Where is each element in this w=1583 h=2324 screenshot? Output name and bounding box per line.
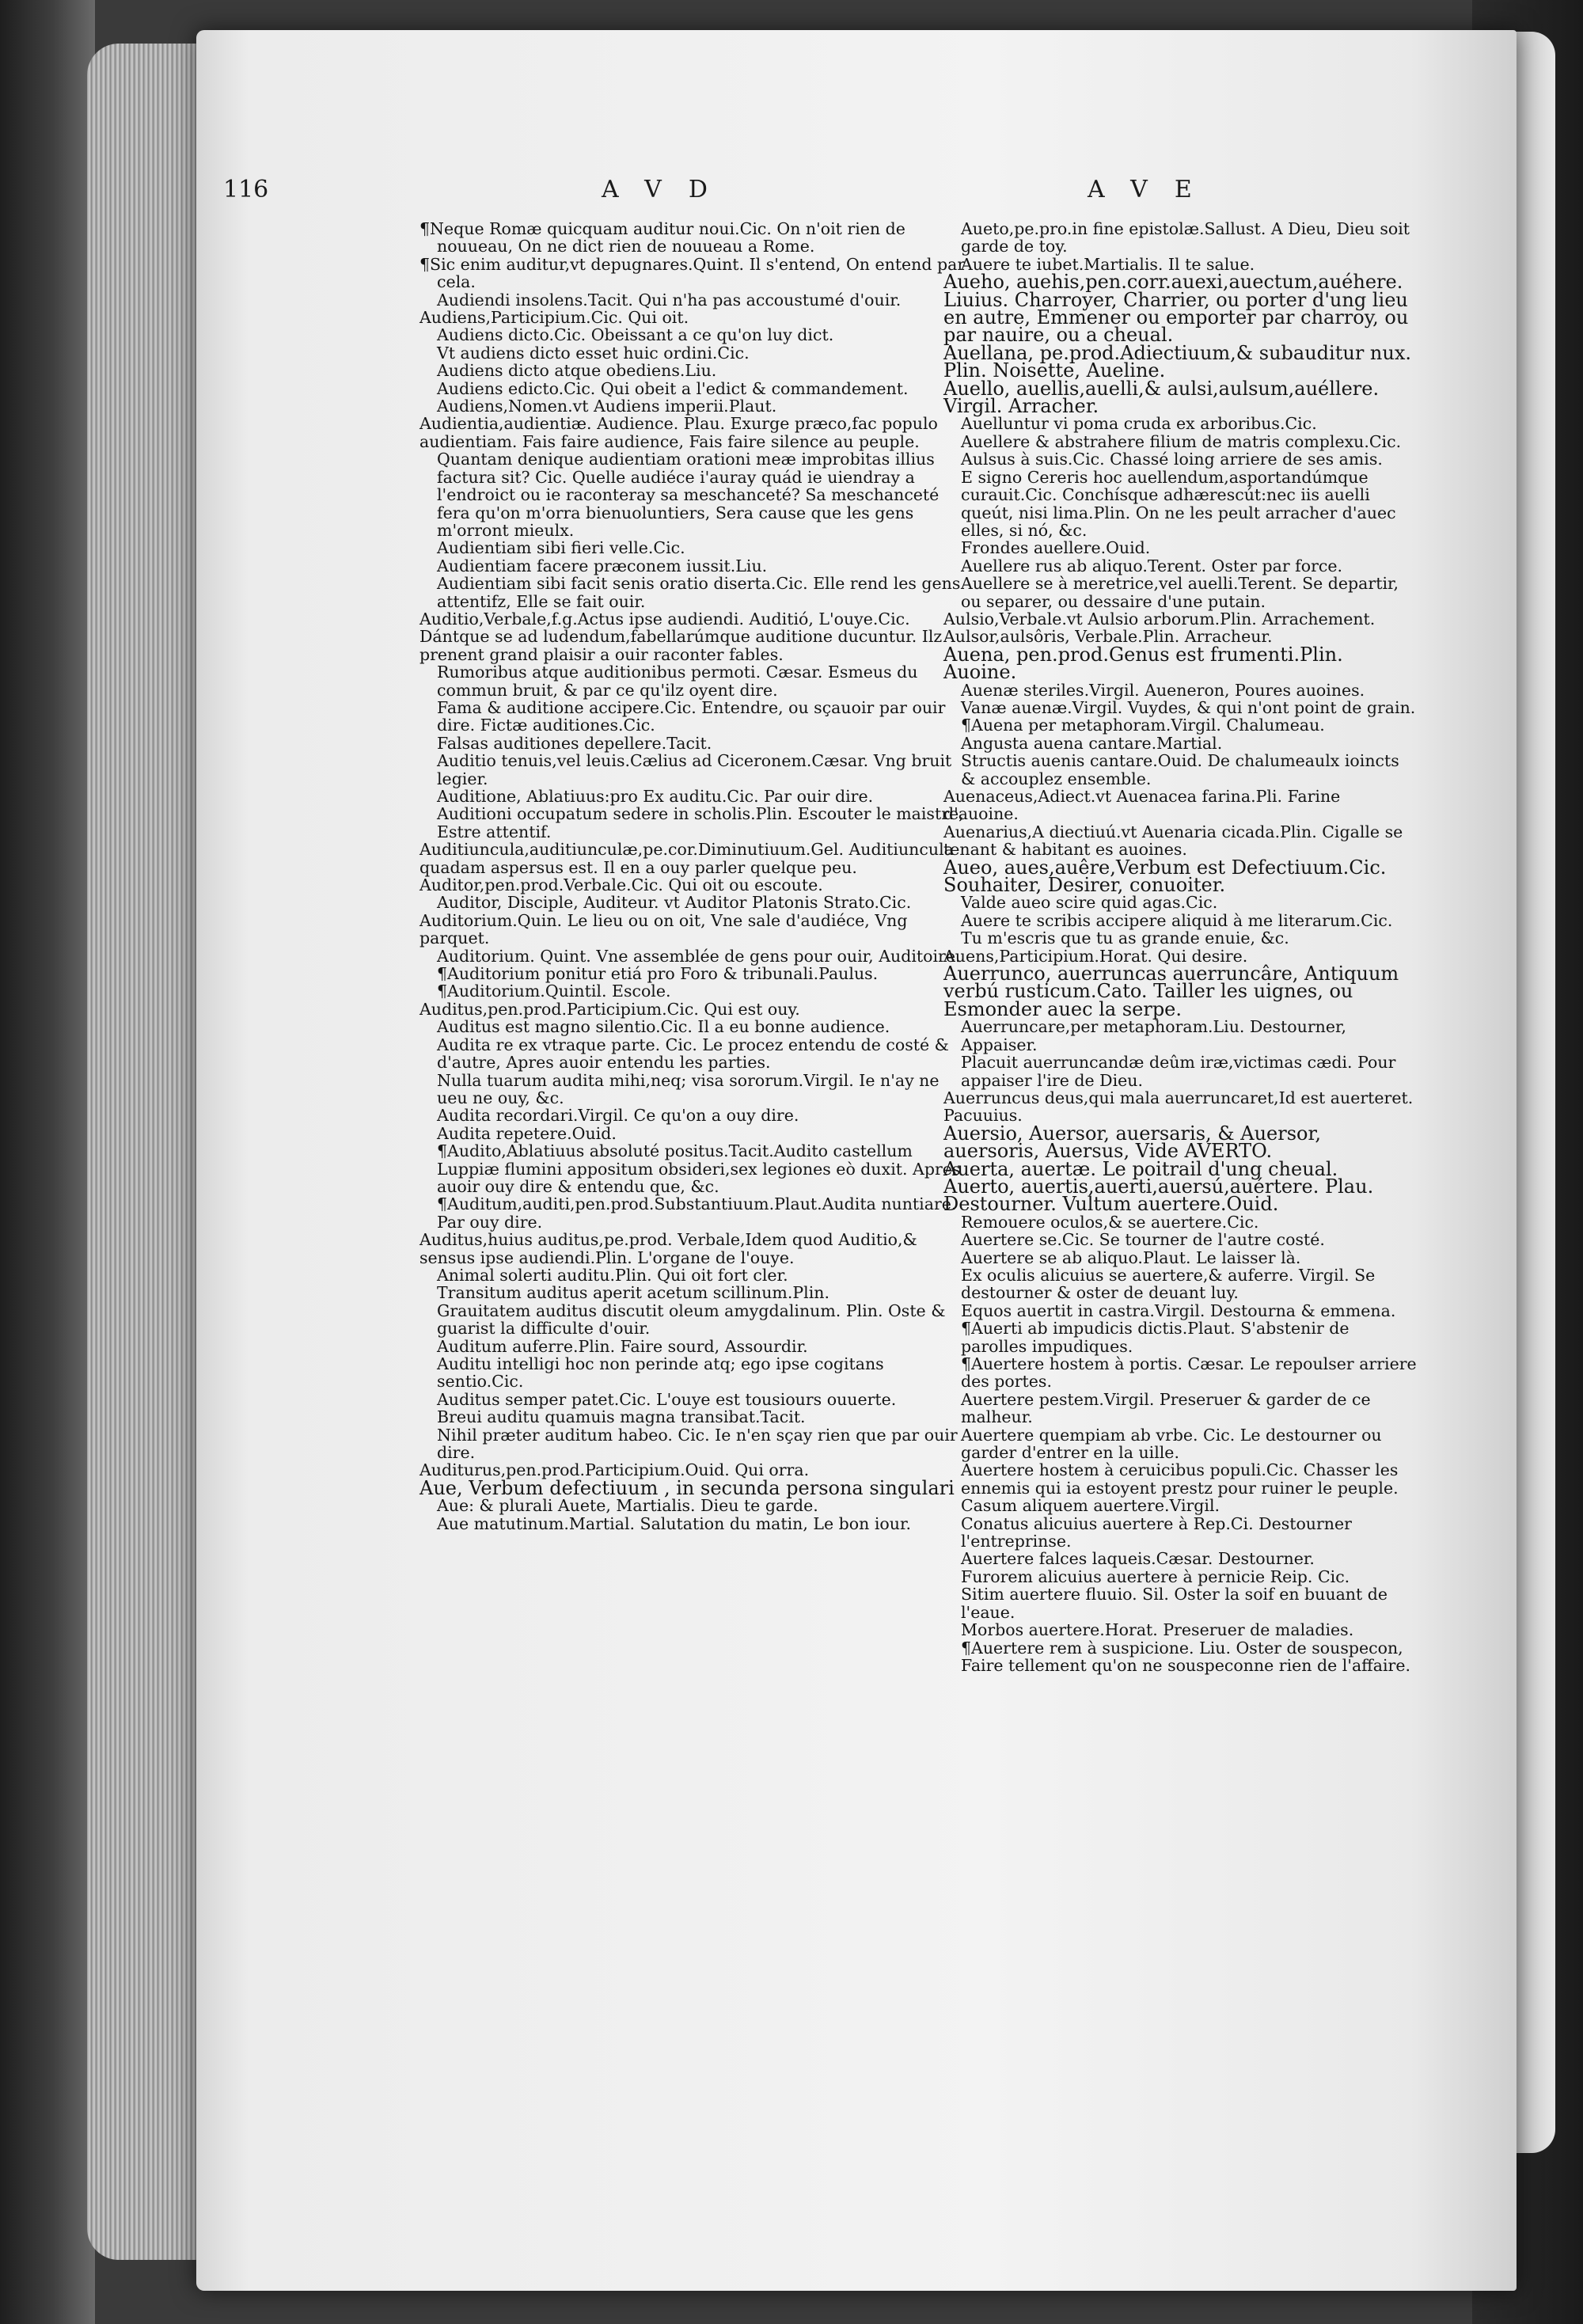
dictionary-entry: Auere te iubet.Martialis. Il te salue. [961,254,1255,274]
dictionary-entry: Auertere pestem.Virgil. Preseruer & garder de ce malheur. [961,1389,1371,1427]
dictionary-entry: Aulsus à suis.Cic. Chassé loing arriere de ses amis. [961,450,1383,469]
dictionary-entry: Auerruncus deus,qui mala auerruncaret,Id est auerteret. Pacuuius. [943,1088,1414,1126]
dictionary-entry: Aue, Verbum defectiuum , in secunda persona singulari [419,1476,955,1499]
dictionary-entry: Remouere oculos,& se auertere.Cic. [961,1212,1259,1232]
dictionary-entry: Vt audiens dicto esset huic ordini.Cic. [437,343,750,363]
dictionary-entry: Auditio,Verbale,f.g.Actus ipse audiendi. Auditió, L'ouye.Cic. Dántque se ad ludendum,fabellarúmque auditione ducuntur. Ilz prenent grand plaisir a ouir raconter fables. [419,609,943,664]
dictionary-entry: Audientiam sibi facit senis oratio diserta.Cic. Elle rend les gens attentifz, Elle se fait ouir. [437,574,961,611]
dictionary-entry: Auditio tenuis,vel leuis.Cælius ad Ciceronem.Cæsar. Vng bruit legier. [437,751,952,788]
page-number: 116 [223,176,269,203]
dictionary-entry: Auerruncare,per metaphoram.Liu. Destourner, Appaiser. [961,1017,1347,1054]
dictionary-entry: Auenarius,A diectiuú.vt Auenaria cicada.Plin. Cigalle se tenant & habitant es auoines. [943,822,1403,860]
dictionary-entry: Placuit auerruncandæ deûm iræ,victimas cædi. Pour appaiser l'ire de Dieu. [961,1053,1396,1090]
dictionary-entry: ¶Auena per metaphoram.Virgil. Chalumeau. [961,716,1325,735]
dictionary-entry: ¶Auditum,auditi,pen.prod.Substantiuum.Plaut.Audita nuntiare. Par ouy dire. [437,1194,957,1232]
dictionary-entry: Audientiam sibi fieri velle.Cic. [437,538,685,558]
dictionary-entry: Auditione, Ablatiuus:pro Ex auditu.Cic. Par ouir dire. [437,787,874,806]
right-column-heading: AVE [1088,176,1219,203]
dictionary-entry: ¶Sic enim auditur,vt depugnares.Quint. Il s'entend, On entend par cela. [419,254,966,292]
left-column-heading: AVD [602,176,735,203]
dictionary-entry: Auditus semper patet.Cic. L'ouye est tousiours ouuerte. [437,1389,897,1409]
dictionary-entry: Aue matutinum.Martial. Salutation du matin, Le bon iour. [437,1513,912,1533]
dictionary-entry: Audita recordari.Virgil. Ce qu'on a ouy dire. [437,1106,799,1126]
dictionary-entry: Valde aueo scire quid agas.Cic. [961,893,1218,913]
dictionary-entry: Quantam denique audientiam orationi meæ improbitas illius factura sit? Cic. Quelle audiéce i'auray quád ie uiendray a l'endroict ou ie raconteray sa meschanceté? Sa meschanceté fera qu'on m'orra bienuoluntiers, Sera cause que les gens m'orront mieulx. [437,450,940,540]
dictionary-entry: Auditioni occupatum sedere in scholis.Plin. Escouter le maistre, Estre attentif. [437,804,964,841]
dictionary-entry: Auditus,pen.prod.Participium.Cic. Qui est ouy. [419,999,800,1019]
dictionary-entry: Equos auertit in castra.Virgil. Destourna & emmena. [961,1301,1396,1320]
dictionary-entry: Auena, pen.prod.Genus est frumenti.Plin. Auoine. [943,643,1343,684]
dictionary-entry: Sitim auertere fluuio. Sil. Oster la soif en buuant de l'eaue. [961,1585,1388,1622]
dictionary-entry: Grauitatem auditus discutit oleum amygdalinum. Plin. Oste & guarist la difficulte d'ouir. [437,1301,946,1339]
dictionary-entry: Ex oculis alicuius se auertere,& auferre. Virgil. Se destourner & oster de deuant luy. [961,1265,1376,1303]
dictionary-entry: Structis auenis cantare.Ouid. De chalumeaulx ioincts & accouplez ensemble. [961,751,1399,788]
dictionary-entry: Auelluntur vi poma cruda ex arboribus.Cic. [961,414,1317,434]
dictionary-entry: Frondes auellere.Ouid. [961,538,1151,558]
dictionary-entry: Vanæ auenæ.Virgil. Vuydes, & qui n'ont point de grain. [961,697,1416,717]
dictionary-entry: Falsas auditiones depellere.Tacit. [437,733,712,753]
dictionary-entry: Auellana, pe.prod.Adiectiuum,& subauditur nux. Plin. Noisette, Aueline. [943,341,1411,382]
dictionary-entry: Audiens dicto.Cic. Obeissant a ce qu'on luy dict. [437,325,834,345]
dictionary-entry: Animal solerti auditu.Plin. Qui oit fort cler. [437,1265,788,1285]
right-column [943,220,1418,1674]
dictionary-entry: Furorem alicuius auertere à pernicie Reip. Cic. [961,1566,1350,1586]
dictionary-entry: Auertere se.Cic. Se tourner de l'autre costé. [961,1230,1325,1250]
dictionary-entry: Aueo, aues,auêre,Verbum est Defectiuum.Cic. Souhaiter, Desirer, conuoiter. [943,856,1387,897]
dictionary-entry: ¶Auerti ab impudicis dictis.Plaut. S'abstenir de parolles impudiques. [961,1319,1350,1356]
dictionary-entry: Auditor,pen.prod.Verbale.Cic. Qui oit ou escoute. [419,875,823,895]
dictionary-entry: Nihil præter auditum habeo. Cic. Ie n'en sçay rien que par ouir dire. [437,1425,958,1463]
dictionary-entry: Auellere & abstrahere filium de matris complexu.Cic. [961,431,1402,451]
dictionary-entry: ¶Auditorium ponitur etiá pro Foro & tribunali.Paulus. [437,964,879,984]
dictionary-entry: Conatus alicuius auertere à Rep.Ci. Destourner l'entreprinse. [961,1513,1352,1551]
dictionary-entry: Auditor, Disciple, Auditeur. vt Auditor Platonis Strato.Cic. [437,893,912,913]
page-edges [87,44,206,2260]
dictionary-entry: Auerto, auertis,auerti,auersú,auértere. Plau. Destourner. Vultum auertere.Ouid. [943,1175,1374,1216]
dictionary-entry: Audientia,audientiæ. Audience. Plau. Exurge præco,fac populo audientiam. Fais faire audience, Fais faire silence au peuple. [419,414,938,451]
dictionary-entry: E signo Cereris hoc auellendum,asportandúmque curauit.Cic. Conchísque adhærescút:nec iis auelli queút, nisi lima.Plin. On ne les peult arracher d'auec elles, si nó, &c. [961,467,1396,540]
dictionary-entry: Audiens,Nomen.vt Audiens imperii.Plaut. [437,397,777,416]
dictionary-entry: Audientiam facere præconem iussit.Liu. [437,556,768,575]
dictionary-entry: Auertere falces laqueis.Cæsar. Destourner. [961,1549,1315,1569]
dictionary-entry: Audita re ex vtraque parte. Cic. Le procez entendu de costé & d'autre, Apres auoir entendu les parties. [437,1035,949,1073]
dictionary-entry: ¶Auditorium.Quintil. Escole. [437,982,671,1001]
dictionary-entry: Auertere quempiam ab vrbe. Cic. Le destourner ou garder d'entrer en la uille. [961,1425,1382,1463]
dictionary-entry: Auertere hostem à ceruicibus populi.Cic. Chasser les ennemis qui ia estoyent prestz pour ruiner le peuple. [961,1460,1399,1498]
dictionary-entry: Auertere se ab aliquo.Plaut. Le laisser là. [961,1247,1301,1267]
dictionary-entry: Aueto,pe.pro.in fine epistolæ.Sallust. A Dieu, Dieu soit garde de toy. [961,219,1410,256]
dictionary-entry: Auenaceus,Adiect.vt Auenacea farina.Pli. Farine d'auoine. [943,787,1341,824]
dictionary-entry: Audiens,Participium.Cic. Qui oit. [419,308,689,328]
dictionary-entry: Auellere rus ab aliquo.Terent. Oster par force. [961,556,1343,575]
dictionary-entry: Auditiuncula,auditiunculæ,pe.cor.Diminutiuum.Gel. Auditiuncula quadam aspersus est. Il en a ouy parler quelque peu. [419,840,954,877]
dictionary-entry: Auditurus,pen.prod.Participium.Ouid. Qui orra. [419,1460,810,1480]
dictionary-entry: Auditus,huius auditus,pe.prod. Verbale,Idem quod Auditio,& sensus ipse audiendi.Plin. L'organe de l'ouye. [419,1230,917,1267]
dictionary-entry: Nulla tuarum audita mihi,neq; visa sororum.Virgil. Ie n'ay ne ueu ne ouy, &c. [437,1070,940,1107]
dictionary-entry: Casum aliquem auertere.Virgil. [961,1496,1220,1516]
dictionary-entry: Auenæ steriles.Virgil. Aueneron, Poures auoines. [961,680,1365,700]
dictionary-entry: Fama & auditione accipere.Cic. Entendre, ou sçauoir par ouir dire. Fictæ auditiones.Cic. [437,697,946,735]
dictionary-entry: Aulsor,aulsôris, Verbale.Plin. Arracheur. [943,627,1273,647]
dictionary-entry: Aulsio,Verbale.vt Aulsio arborum.Plin. Arrachement. [943,609,1376,628]
dictionary-entry: Transitum auditus aperit acetum scillinum.Plin. [437,1283,829,1303]
dictionary-entry: Audiens edicto.Cic. Qui obeit a l'edict & commandement. [437,378,909,398]
dictionary-entry: ¶Audito,Ablatiuus absoluté positus.Tacit.Audito castellum Luppiæ flumini appositum obsideri,sex legiones eò duxit. Apres auoir ouy dire & entendu que, &c. [437,1141,961,1196]
dictionary-entry: Auditus est magno silentio.Cic. Il a eu bonne audience. [437,1017,890,1037]
dictionary-entry: Auello, auellis,auelli,& aulsi,aulsum,auéllere. Virgil. Arracher. [943,377,1380,418]
dictionary-entry: Auerta, auertæ. Le poitrail d'ung cheual. [943,1157,1338,1180]
dictionary-entry: Auditorium. Quint. Vne assemblée de gens pour ouir, Auditoire. [437,946,961,966]
dictionary-entry: Audita repetere.Ouid. [437,1123,617,1143]
dictionary-entry: ¶Neque Romæ quicquam auditur noui.Cic. On n'oit rien de nouueau, On ne dict rien de nouueau a Rome. [419,219,905,256]
dictionary-entry: Auditu intelligi hoc non perinde atq; ego ipse cogitans sentio.Cic. [437,1354,884,1392]
dictionary-entry: Morbos auertere.Horat. Preseruer de maladies. [961,1620,1354,1640]
book-spine-shadow [0,0,95,2324]
dictionary-entry: Aueho, auehis,pen.corr.auexi,auectum,auéhere. Liuius. Charroyer, Charrier, ou porter d'ung lieu en autre, Emmener ou emporter par charroy, ou par nauire, ou a cheual. [943,271,1409,347]
dictionary-entry: Breui auditu quamuis magna transibat.Tacit. [437,1407,806,1427]
dictionary-entry: Audiendi insolens.Tacit. Qui n'ha pas accoustumé d'ouir. [437,290,902,309]
dictionary-entry: Auens,Participium.Horat. Qui desire. [943,946,1248,966]
dictionary-entry: Auellere se à meretrice,vel auelli.Terent. Se departir, ou separer, ou dessaire d'une putain. [961,574,1399,611]
dictionary-entry: Rumoribus atque auditionibus permoti. Cæsar. Esmeus du commun bruit, & par ce qu'ilz oyent dire. [437,663,918,700]
left-column [419,220,966,1532]
dictionary-entry: Auditum auferre.Plin. Faire sourd, Assourdir. [437,1336,808,1356]
running-head [0,176,1583,207]
dictionary-entry: Auerrunco, auerruncas auerruncâre, Antiquum verbú rusticum.Cato. Tailler les uignes, ou Esmonder auec la serpe. [943,963,1399,1020]
dictionary-entry: ¶Auertere rem à suspicione. Liu. Oster de souspecon, Faire tellement qu'on ne souspeconne rien de l'affaire. [961,1638,1410,1675]
dictionary-entry: Angusta auena cantare.Martial. [961,733,1223,753]
dictionary-entry: Audiens dicto atque obediens.Liu. [437,361,717,381]
dictionary-entry: Aue: & plurali Auete, Martialis. Dieu te garde. [437,1496,818,1516]
dictionary-entry: Auditorium.Quin. Le lieu ou on oit, Vne sale d'audiéce, Vng parquet. [419,910,908,948]
dictionary-entry: Auersio, Auersor, auersaris, & Auersor, auersoris, Auersus, Vide AVERTO. [943,1122,1321,1163]
dictionary-entry: ¶Auertere hostem à portis. Cæsar. Le repoulser arriere des portes. [961,1354,1417,1392]
dictionary-entry: Auere te scribis accipere aliquid à me literarum.Cic. Tu m'escris que tu as grande enuie, &c. [961,910,1393,948]
